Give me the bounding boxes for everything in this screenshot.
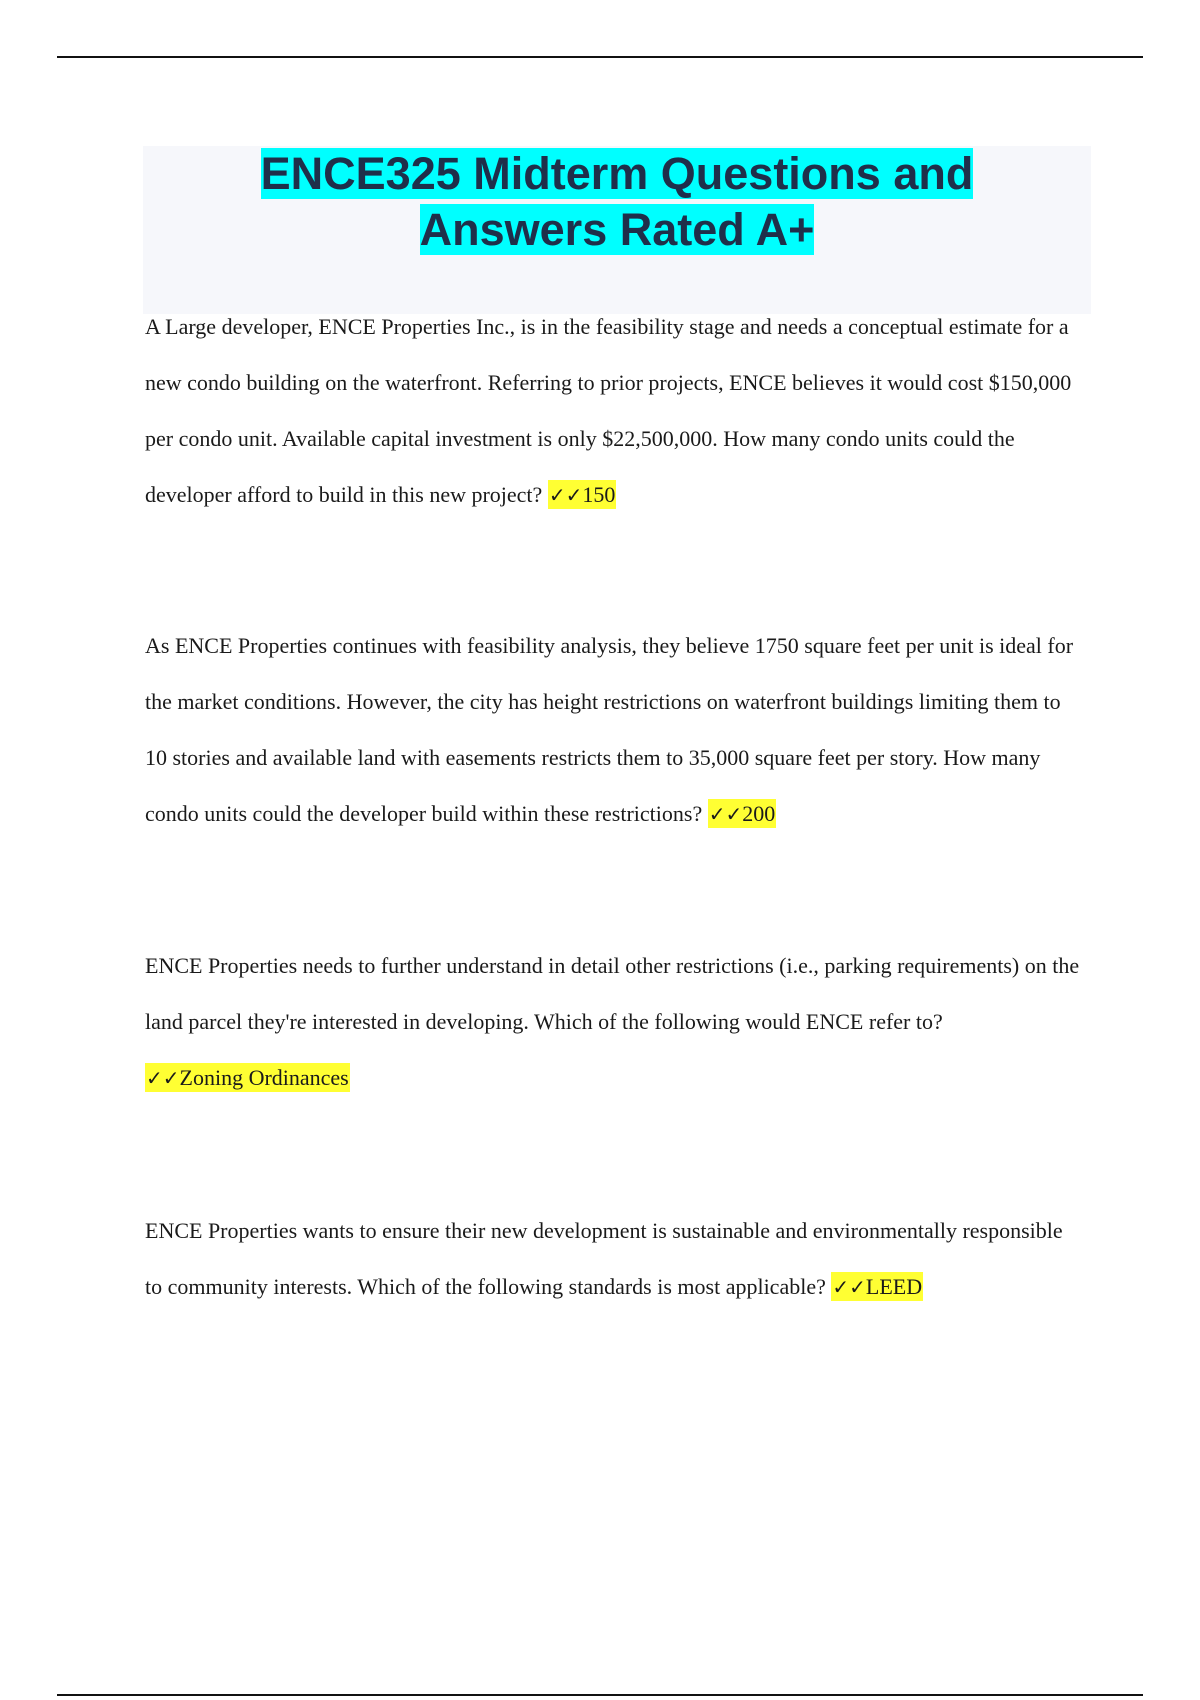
answer-highlight <box>831 1272 923 1301</box>
answer-highlight <box>708 799 777 828</box>
double-check-icon: ✓✓ <box>548 483 583 507</box>
document-title <box>143 146 1091 258</box>
question-1 <box>145 299 1085 523</box>
answer-text: Zoning Ordinances <box>179 1065 349 1090</box>
question-text: A Large developer, ENCE Properties Inc., is in the feasibility stage and needs a conceptual estimate for a new condo building on the waterfront. Referring to prior projects, ENCE believes it would cost $150,000 per condo unit. Available capital investment is only $22,500,000. How many condo units could the developer afford to build in this new project? <box>145 314 1072 507</box>
answer-highlight <box>145 1063 350 1092</box>
header-rule <box>57 56 1143 58</box>
question-text: ENCE Properties wants to ensure their new development is sustainable and environmentally responsible to community interests. Which of the following standards is most applicable? <box>145 1218 1063 1299</box>
question-text: ENCE Properties needs to further understand in detail other restrictions (i.e., parking requirements) on the land parcel they're interested in developing. Which of the following would ENCE refer to? <box>145 953 1080 1034</box>
question-text: As ENCE Properties continues with feasibility analysis, they believe 1750 square feet per unit is ideal for the market conditions. However, the city has height restrictions on waterfront buildings limiting them to 10 stories and available land with easements restricts them to 35,000 square feet per story. How many condo units could the developer build within these restrictions? <box>145 633 1074 826</box>
double-check-icon: ✓✓ <box>146 1066 180 1090</box>
title-line-1: ENCE325 Midterm Questions and <box>260 148 974 199</box>
footer-rule <box>57 1694 1143 1696</box>
answer-text: 150 <box>582 482 616 507</box>
title-panel <box>143 146 1091 314</box>
question-4 <box>145 1203 1085 1315</box>
question-2 <box>145 618 1085 842</box>
answer-text: 200 <box>742 801 776 826</box>
title-line-2: Answers Rated A+ <box>419 204 815 255</box>
double-check-icon: ✓✓ <box>708 802 743 826</box>
question-3 <box>145 938 1085 1106</box>
double-check-icon: ✓✓ <box>832 1275 866 1299</box>
answer-text: LEED <box>865 1274 923 1299</box>
answer-highlight <box>548 480 617 509</box>
